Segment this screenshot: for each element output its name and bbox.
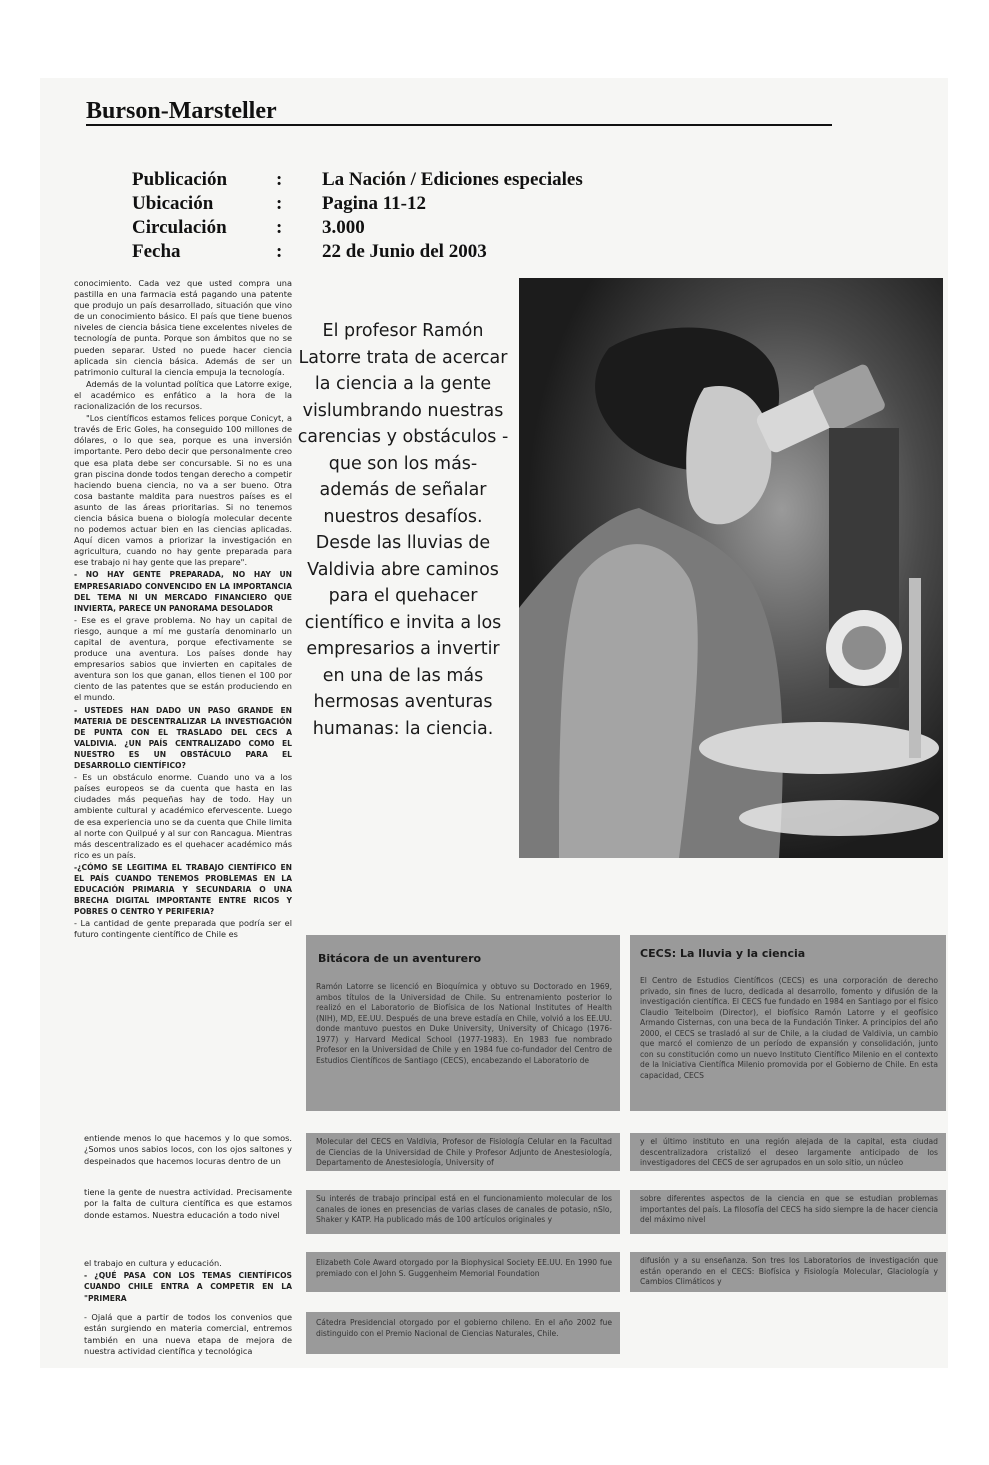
article-fragment: tiene la gente de nuestra actividad. Precisamente por la falta de cultura científica es que estamos donde estamos. Nuestra educación a todo nivel (84, 1187, 292, 1220)
question-text: - ¿QUÉ PASA CON LOS TEMAS CIENTÍFICOS CUANDO CHILE ENTRA A COMPETIR EN LA "PRIMERA (84, 1271, 292, 1303)
bitacora-strip-text: Cátedra Presidencial otorgado por el gobierno chileno. En el año 2002 fue distinguido con el Premio Nacional de Ciencias Naturales, Chile. (316, 1318, 612, 1338)
interview-question: - USTEDES HAN DADO UN PASO GRANDE EN MATERIA DE DESCENTRALIZAR LA INVESTIGACIÓN DE PUNTA CON EL TRASLADO DEL CECS A VALDIVIA. ¿UN PAÍS CENTRALIZADO COMO EL NUESTRO ES UN OBSTÁCULO PARA EL DESARROLLO CIENTÍFICO? (74, 705, 292, 771)
interview-question: -¿CÓMO SE LEGITIMA EL TRABAJO CIENTÍFICO EN EL PAÍS CUANDO TENEMOS PROBLEMAS EN LA EDUCACIÓN PRIMARIA Y SECUNDARIA O UNA BRECHA DIGITAL IMPORTANTE ENTRE RICOS Y POBRES O CENTRO Y PERIFERIA? (74, 862, 292, 917)
cecs-text: El Centro de Estudios Científicos (CECS) es una corporación de derecho privado, sin fines de lucro, dedicada al desarrollo, fomento y difusión de la investigación científica. El CECS fue fundado en 1984 en Santiago por el físico Claudio Teitelboim (Director), el biofísico Ramón Latorre y el geofísico Armando Cisternas, con una beca de la Fundación Tinker. A principios del año 2000, el CECS se trasladó al sur de Chile, a la ciudad de Valdivia, un cambio que marcó el comienzo de un período de expansión y consolidación, junto con su constitución como un nuevo Instituto Científico Milenio en el contexto de la Iniciativa Científica Milenio promovida por el Gobierno de Chile. En esta capacidad, CECS (640, 976, 938, 1080)
photo-illustration (519, 278, 943, 858)
article-paragraph: - Es un obstáculo enorme. Cuando uno va a los países europeos se da cuenta que hasta en las ciudades más pequeñas hay de todo. Hay un ambiente cultural y académico efervescente. Luego de esa experiencia uno se da cuenta que Chile limita al norte con Quilpué y al sur con Rancagua. Mientras más descentralizado es el quehacer académico más rico es un país. (74, 772, 292, 860)
article-paragraph: conocimiento. Cada vez que usted compra una pastilla en una farmacia está pagando una patente que produjo un país desarrollado, situación que vino de un conocimiento básico. El país que tiene buenos niveles de ciencia básica tiene excelentes niveles de tecnología de punta. Porque son ámbitos que no se pueden separar. Usted no puede hacer ciencia aplicada sin ciencia básica. Además de ser un patrimonio cultural la ciencia empuja la tecnología. (74, 278, 292, 377)
interview-question: - NO HAY GENTE PREPARADA, NO HAY UN EMPRESARIADO CONVENCIDO EN LA IMPORTANCIA DEL TEMA NI UN MERCADO FINANCIERO QUE INVIERTA, PARECE UN PANORAMA DESOLADOR (74, 570, 292, 613)
bitacora-strip-text: Elizabeth Cole Award otorgado por la Biophysical Society EE.UU. En 1990 fue premiado con el John S. Guggenheim Memorial Foundation (316, 1258, 612, 1278)
bitacora-title: Bitácora de un aventurero (318, 952, 482, 965)
bitacora-text: Ramón Latorre se licenció en Bioquímica y obtuvo su Doctorado en 1969, ambos títulos de la Universidad de Chile. Su entrenamiento posterior lo realizó en el Laboratorio de Biofísica de los National Institutes of Health (NIH), MD, EE.UU. Después de una breve estadía en Chile, volvió a los EE.UU. donde mantuvo puestos en Duke University, University of Chicago (1976-1977) y Harvard Medical School (1977-1983). En 1983 fue nombrado Profesor en la Universidad de Chile y en 1984 fue co-fundador del Centro de Estudios Científicos de Santiago (CECS), encabezando el Laboratorio de (316, 982, 612, 1065)
article-paragraph: Además de la voluntad política que Latorre exige, el académico es enfático a la hora de la racionalización de los recursos. (74, 378, 292, 412)
article-paragraph: - Ese es el grave problema. No hay un capital de riesgo, aunque a mí me gustaría denominarlo un capital de aventura, porque efectivamente se produce una aventura. Los países donde hay empresarios sabios que invierten en capitales de aventura son los que ganan, ellos tienen el 100 por ciento de las patentes que se están produciendo en el mundo. (74, 614, 292, 703)
article-paragraph: "Los científicos estamos felices porque Conicyt, a través de Eric Goles, ha conseguido 100 millones de dólares, o lo que sea, porque es una inversión importante. Pero debo decir que personalmente creo que esa plata debe ser concursable. Si no es una gran piscina donde todos tengan derecho a competir haciendo buena ciencia, no va a ser bueno. Otra cosa bastante maldita para nuestros países es el asunto de las áreas prioritarias. Si no tenemos ciencia básica buena o biología molecular decente no podemos actuar bien en las ciencias aplicadas. Aquí dicen vamos a priorizar la investigación en agricultura, cuando no hay gente preparada para ese trabajo ni hay gente que las prepare". (74, 413, 292, 568)
bitacora-strip-text: Su interés de trabajo principal está en el funcionamiento molecular de los canales de iones en presencias de varias clases de canales de potasio, nSlo, Shaker y KATP. Ha publicado más de 100 artículos originales y (316, 1194, 612, 1224)
article-paragraph: - La cantidad de gente preparada que podría ser el futuro contingente científico de Chile es (74, 918, 292, 940)
cecs-title: CECS: La lluvia y la ciencia (640, 947, 806, 960)
meta-label: Publicación (132, 169, 228, 190)
article-fragment: entiende menos lo que hacemos y lo que somos. ¿Somos unos sabios locos, con los ojos saltones y despeinados que hacemos locuras dentro de un (84, 1133, 292, 1166)
bitacora-strip-text: Molecular del CECS en Valdivia, Profesor de Fisiología Celular en la Facultad de Ciencias de la Universidad de Chile y Profesor Adjunto de Anestesiología, Departamento de Anestesiología, University of (316, 1137, 612, 1167)
meta-label: Fecha (132, 241, 181, 262)
meta-value: Pagina 11-12 (322, 193, 426, 214)
scientist-microscope-photo (519, 278, 943, 858)
meta-value: La Nación / Ediciones especiales (322, 169, 583, 190)
article-fragment: - Ojalá que a partir de todos los convenios que están surgiendo en materia comercial, entremos también en una nueva etapa de mejora de nuestra actividad científica y tecnológica (84, 1312, 292, 1357)
meta-colon: : (276, 217, 283, 238)
meta-value: 22 de Junio del 2003 (322, 241, 487, 262)
cecs-strip-text: sobre diferentes aspectos de la ciencia en que se estudian problemas importantes del país. La filosofía del CECS ha sido siempre la de hacer ciencia del máximo nivel (640, 1194, 938, 1224)
interview-question (84, 1270, 292, 1304)
article-fragment: el trabajo en cultura y educación. (84, 1258, 222, 1268)
pull-quote: El profesor Ramón Latorre trata de acercar la ciencia a la gente vislumbrando nuestras carencias y obstáculos -que son los más- además de señalar nuestros desafíos. Desde las lluvias de Valdivia abre caminos para el quehacer científico e invita a los empresarios a invertir en una de las más hermosas aventuras humanas: la ciencia. (297, 321, 509, 739)
meta-value: 3.000 (322, 217, 365, 238)
cecs-strip-text: y el último instituto en una región alejada de la capital, esta ciudad descentralizadora cristalizó el deseo largamente anticipado de los investigadores del CECS de ser agrupados en un solo sitio, un núcleo (640, 1137, 938, 1167)
cecs-strip-text: difusión y a su enseñanza. Son tres los Laboratorios de investigación que están operando en el CECS: Biofísica y Fisiología Molecular, Glaciología y Cambios Climáticos y (640, 1256, 938, 1286)
meta-label: Circulación (132, 217, 227, 238)
meta-colon: : (276, 193, 283, 214)
header-rule (86, 124, 832, 126)
meta-label: Ubicación (132, 193, 214, 214)
meta-colon: : (276, 241, 283, 262)
brand-title: Burson-Marsteller (86, 98, 277, 124)
meta-colon: : (276, 169, 283, 190)
article-left-column (74, 278, 292, 942)
